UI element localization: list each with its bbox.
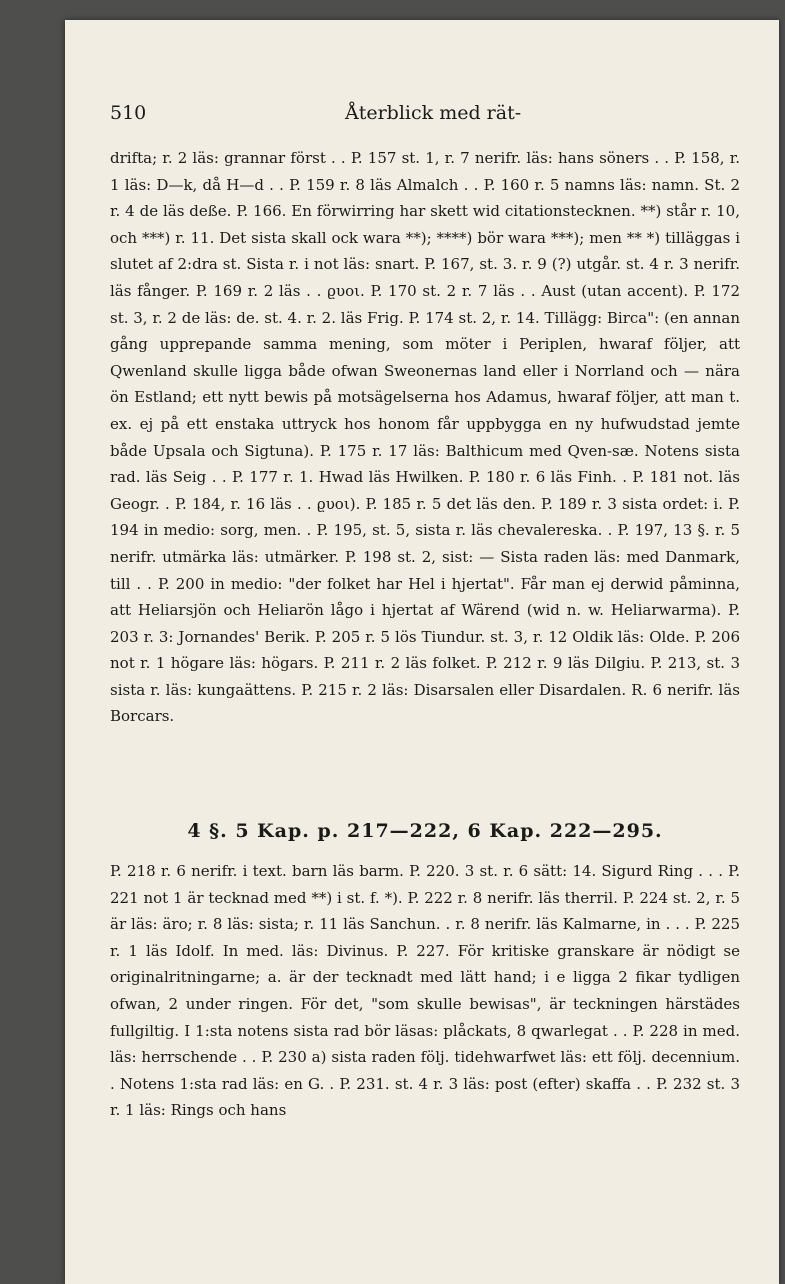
page-number: 510 <box>110 102 147 124</box>
errata-paragraph-1: drifta; r. 2 läs: grannar först . . P. 157 st. 1, r. 7 nerifr. läs: hans söners . . P. 158, r. 1 läs: D—k, då H—d . . P. 159 r. 8 läs Almalch . . P. 160 r. 5 namns läs: namn. St. 2 r. 4 de läs deße. P. 166. En förwirring har skett wid citationstecknen. **) står r. 10, och ***) r. 11. Det sista skall ock wara **); ****) bör wara ***); men ** *) tilläggas i slutet af 2:dra st. Sista r. i not läs: snart. P. 167, st. 3. r. 9 (?) utgår. st. 4 r. 3 nerifr. läs fånger. P. 169 r. 2 läs . . ϱυοι. P. 170 st. 2 r. 7 läs . . Aust (utan accent). P. 172 st. 3, r. 2 de läs: de. st. 4. r. 2. läs Frig. P. 174 st. 2, r. 14. Tillägg: Birca": (en annan gång upprepande samma mening, som möter i Periplen, hwaraf följer, att Qwenland skulle ligga både ofwan Sweonernas land eller i Norrland och — nära ön Estland; ett nytt bewis på motsägelserna hos Adamus, hwaraf följer, att man t. ex. ej på ett enstaka uttryck hos honom får uppbygga en ny hufwudstad jemte både Upsala och Sigtuna). P. 175 r. 17 läs: Balthicum med Qven-sæ. Notens sista rad. läs Seig . . P. 177 r. 1. Hwad läs Hwilken. P. 180 r. 6 läs Finh. . P. 181 not. läs Geogr. . P. 184, r. 16 läs . . ϱυοι). P. 185 r. 5 det läs den. P. 189 r. 3 sista ordet: i. P. 194 in medio: sorg, men. . P. 195, st. 5, sista r. läs chevalereska. . P. 197, 13 §. r. 5 nerifr. utmärka läs: utmärker. P. 198 st. 2, sist: — Sista raden läs: med Danmark, till . . P. 200 in medio: "der folket har Hel i hjertat". Får man ej derwid påminna, att Heliarsjön och Heliarön lågo i hjertat af Wärend (wid n. w. Heliarwarma). P. 203 r. 3: Jornandes' Berik. P. 205 r. 5 lös Tiundur. st. 3, r. 12 Oldik läs: Olde. P. 206 not r. 1 högare läs: högars. P. 211 r. 2 läs folket. P. 212 r. 9 läs Dilgiu. P. 213, st. 3 sista r. läs: kungaättens. P. 215 r. 2 läs: Disarsalen eller Disardalen. R. 6 nerifr. läs Borcars. <box>110 149 740 726</box>
running-head: Återblick med rät- <box>345 102 522 124</box>
section-heading: 4 §. 5 Kap. p. 217—222, 6 Kap. 222—295. <box>187 820 663 842</box>
errata-paragraph-2: P. 218 r. 6 nerifr. i text. barn läs barm. P. 220. 3 st. r. 6 sätt: 14. Sigurd Ring . . . P. 221 not 1 är tecknad med **) i st. f. *). P. 222 r. 8 nerifr. läs therril. P. 224 st. 2, r. 5 är läs: äro; r. 8 läs: sista; r. 11 läs Sanchun. . r. 8 nerifr. läs Kalmarne, in . . . P. 225 r. 1 läs Idolf. In med. läs: Divinus. P. 227. För kritiske granskare är nödigt se originalritningarne; a. är der tecknadt med lätt hand; i e ligga 2 fikar tydligen ofwan, 2 under ringen. För det, "som skulle bewisas", är teckningen härstädes fullgiltig. I 1:sta notens sista rad bör läsas: plåckats, 8 qwarlegat . . P. 228 in med. läs: herrschende . . P. 230 a) sista raden följ. tidehwarfwet läs: ett följ. decennium. . Notens 1:sta rad läs: en G. . P. 231. st. 4 r. 3 läs: post (efter) skaffa . . P. 232 st. 3 r. 1 läs: Rings och hans <box>110 862 740 1120</box>
